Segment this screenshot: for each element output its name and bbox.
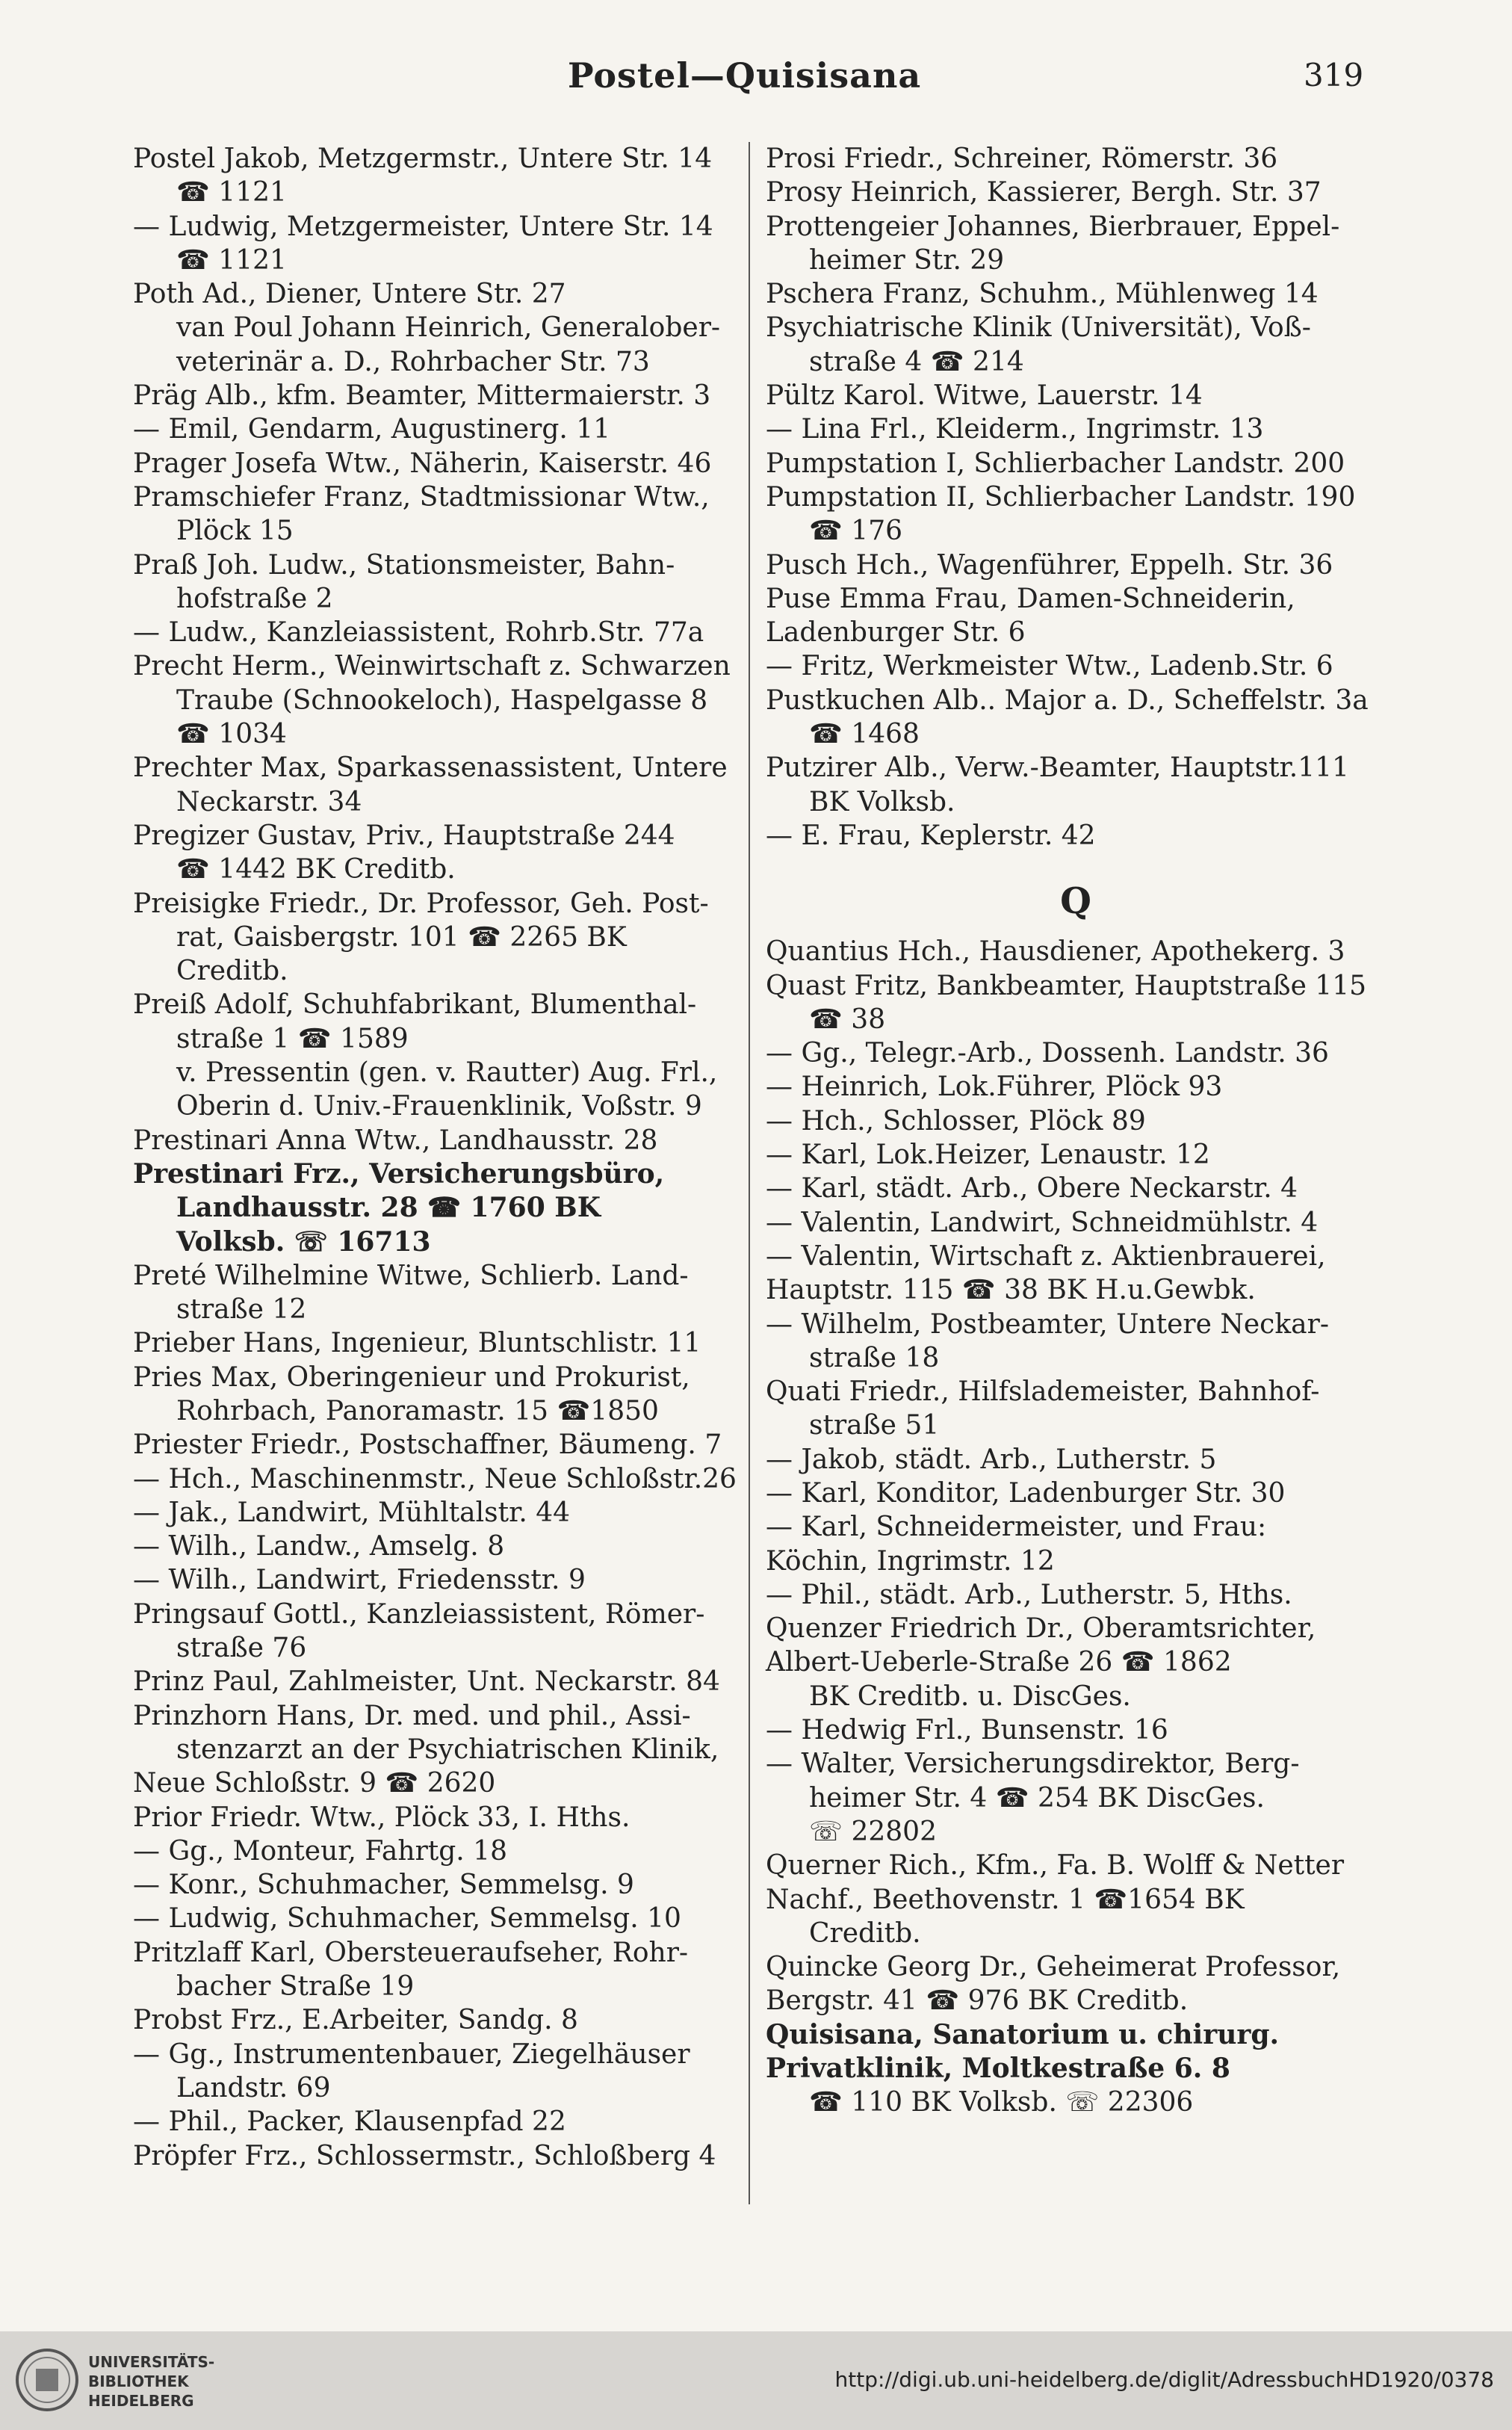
directory-entry-line: Probst Frz., E.Arbeiter, Sandg. 8 xyxy=(133,2005,578,2036)
directory-entry-line: v. Pressentin (gen. v. Rautter) Aug. Frl., xyxy=(176,1057,718,1089)
directory-entry-line: Creditb. xyxy=(809,1917,921,1949)
directory-entry-line: — Valentin, Landwirt, Schneidmühlstr. 4 xyxy=(766,1207,1319,1238)
directory-entry-line: straße 4 ☎ 214 xyxy=(809,346,1024,377)
directory-entry-line: Prinzhorn Hans, Dr. med. und phil., Assi- xyxy=(133,1700,691,1731)
directory-entry-line: Priester Friedr., Postschaffner, Bäumeng. 7 xyxy=(133,1429,722,1461)
directory-entry-line: veterinär a. D., Rohrbacher Str. 73 xyxy=(176,346,650,377)
directory-entry-line: Pringsauf Gottl., Kanzleiassistent, Römer- xyxy=(133,1598,705,1630)
directory-entry-line: Pritzlaff Karl, Obersteueraufseher, Rohr- xyxy=(133,1937,689,1968)
directory-entry-line: heimer Str. 4 ☎ 254 BK DiscGes. xyxy=(809,1782,1265,1814)
directory-entry-line: — Wilh., Landw., Amselg. 8 xyxy=(133,1531,505,1562)
directory-entry-line: Pustkuchen Alb.. Major a. D., Scheffelstr. 3a xyxy=(766,684,1369,716)
page-header xyxy=(0,48,1512,108)
directory-entry-line: Preté Wilhelmine Witwe, Schlierb. Land- xyxy=(133,1260,689,1291)
directory-entry-line: Pumpstation I, Schlierbacher Landstr. 200 xyxy=(766,448,1345,479)
directory-entry-line: ☎ 38 xyxy=(809,1004,886,1035)
directory-entry-line: — Ludwig, Metzgermeister, Untere Str. 14 xyxy=(133,211,713,242)
directory-entry-line: — Ludw., Kanzleiassistent, Rohrb.Str. 77a xyxy=(133,617,704,649)
directory-entry-line: stenzarzt an der Psychiatrischen Klinik, xyxy=(176,1734,719,1765)
directory-entry-line: ☎ 1468 xyxy=(809,719,920,750)
directory-entry-line: Bergstr. 41 ☎ 976 BK Creditb. xyxy=(766,1985,1189,2017)
directory-entry-line: Pschera Franz, Schuhm., Mühlenweg 14 xyxy=(766,279,1319,310)
directory-entry-line: ☎ 1442 BK Creditb. xyxy=(176,854,456,885)
directory-entry-line: — Walter, Versicherungsdirektor, Berg- xyxy=(766,1749,1300,1780)
directory-entry-line: — Hch., Maschinenmstr., Neue Schloßstr.26 xyxy=(133,1463,737,1494)
directory-entry-line: Plöck 15 xyxy=(176,516,294,547)
directory-entry-line: — Fritz, Werkmeister Wtw., Ladenb.Str. 6 xyxy=(766,651,1333,682)
directory-entry-line: BK Creditb. u. DiscGes. xyxy=(809,1681,1131,1712)
directory-entry-line: — Karl, Lok.Heizer, Lenaustr. 12 xyxy=(766,1140,1210,1171)
directory-entry-line: Pröpfer Frz., Schlossermstr., Schloßberg 4 xyxy=(133,2140,716,2171)
directory-entry-line: — Jak., Landwirt, Mühltalstr. 44 xyxy=(133,1497,571,1528)
directory-entry-line: Pregizer Gustav, Priv., Hauptstraße 244 xyxy=(133,820,675,851)
directory-entry-line: Praß Joh. Ludw., Stationsmeister, Bahn- xyxy=(133,549,675,581)
directory-entry-line: Postel Jakob, Metzgermstr., Untere Str. 14 xyxy=(133,143,713,174)
library-name-line: BIBLIOTHEK xyxy=(88,2372,189,2390)
directory-entry-line: Preiß Adolf, Schuhfabrikant, Blumenthal- xyxy=(133,989,697,1021)
directory-entry-line: Creditb. xyxy=(176,956,288,987)
directory-entry-line: bacher Straße 19 xyxy=(176,1971,415,2003)
directory-entry-line: — Karl, städt. Arb., Obere Neckarstr. 4 xyxy=(766,1173,1298,1205)
footer-bar xyxy=(0,2331,1512,2430)
directory-entry-line: — Karl, Schneidermeister, und Frau: xyxy=(766,1512,1267,1543)
directory-entry-line: Prosy Heinrich, Kassierer, Bergh. Str. 37 xyxy=(766,177,1322,208)
directory-entry-line: Privatklinik, Moltkestraße 6. 8 xyxy=(766,2053,1230,2085)
directory-entry-line: — Ludwig, Schuhmacher, Semmelsg. 10 xyxy=(133,1903,681,1935)
directory-entry-line: Oberin d. Univ.-Frauenklinik, Voßstr. 9 xyxy=(176,1091,702,1122)
directory-entry-line: Prior Friedr. Wtw., Plöck 33, I. Hths. xyxy=(133,1802,630,1833)
left-column xyxy=(133,142,746,2173)
column-divider xyxy=(749,142,750,2204)
directory-entry-line: Prieber Hans, Ingenieur, Bluntschlistr. 11 xyxy=(133,1328,701,1359)
page-number: 319 xyxy=(1304,57,1364,93)
directory-entry-line: — Wilhelm, Postbeamter, Untere Neckar- xyxy=(766,1308,1329,1340)
directory-entry-line: straße 76 xyxy=(176,1633,307,1664)
directory-entry-line: Neckarstr. 34 xyxy=(176,786,362,817)
directory-entry-line: Quantius Hch., Hausdiener, Apothekerg. 3 xyxy=(766,936,1345,968)
directory-entry-line: — Gg., Instrumentenbauer, Ziegelhäuser xyxy=(133,2038,690,2070)
library-name xyxy=(88,2352,214,2411)
directory-entry-line: — Wilh., Landwirt, Friedensstr. 9 xyxy=(133,1565,586,1596)
directory-entry-line: hofstraße 2 xyxy=(176,583,333,614)
directory-entry-line: Prosi Friedr., Schreiner, Römerstr. 36 xyxy=(766,143,1278,174)
directory-entry-line: Pries Max, Oberingenieur und Prokurist, xyxy=(133,1361,690,1393)
directory-entry-line: Albert-Ueberle-Straße 26 ☎ 1862 xyxy=(766,1647,1232,1678)
directory-entry-line: — Hedwig Frl., Bunsenstr. 16 xyxy=(766,1715,1168,1746)
directory-entry-line: ☎ 1034 xyxy=(176,719,287,750)
running-title: Postel—Quisisana xyxy=(568,55,922,96)
directory-entry-line: Pusch Hch., Wagenführer, Eppelh. Str. 36 xyxy=(766,549,1333,581)
directory-entry-line: ☏ 22802 xyxy=(809,1816,937,1847)
directory-entry-line: Traube (Schnookeloch), Haspelgasse 8 xyxy=(176,684,708,716)
directory-entry-line: Preisigke Friedr., Dr. Professor, Geh. Post- xyxy=(133,888,709,919)
directory-entry-line: — Jakob, städt. Arb., Lutherstr. 5 xyxy=(766,1444,1217,1475)
directory-entry-line: — Karl, Konditor, Ladenburger Str. 30 xyxy=(766,1477,1286,1509)
letter-heading: Q xyxy=(1060,880,1091,923)
directory-entry-line: straße 51 xyxy=(809,1410,940,1441)
directory-entry-line: Puse Emma Frau, Damen-Schneiderin, xyxy=(766,583,1295,614)
directory-entry-line: rat, Gaisbergstr. 101 ☎ 2265 BK xyxy=(176,921,627,953)
directory-entry-line: Quincke Georg Dr., Geheimerat Professor, xyxy=(766,1952,1341,1983)
directory-entry-line: BK Volksb. xyxy=(809,786,955,817)
directory-entry-line: heimer Str. 29 xyxy=(809,244,1005,276)
directory-entry-line: Precht Herm., Weinwirtschaft z. Schwarzen xyxy=(133,651,731,682)
directory-entry-line: Köchin, Ingrimstr. 12 xyxy=(766,1545,1055,1577)
directory-entry-line: Quisisana, Sanatorium u. chirurg. xyxy=(766,2018,1280,2050)
directory-entry-line: Ladenburger Str. 6 xyxy=(766,617,1026,649)
source-url-link[interactable]: http://digi.ub.uni-heidelberg.de/diglit/AdressbuchHD1920/0378 xyxy=(834,2367,1494,2392)
directory-entry-line: straße 1 ☎ 1589 xyxy=(176,1023,409,1054)
directory-entry-line: — Emil, Gendarm, Augustinerg. 11 xyxy=(133,414,611,445)
directory-entry-line: Poth Ad., Diener, Untere Str. 27 xyxy=(133,279,566,310)
directory-entry-line: Pramschiefer Franz, Stadtmissionar Wtw., xyxy=(133,481,710,513)
directory-entry-line: Quenzer Friedrich Dr., Oberamtsrichter, xyxy=(766,1613,1316,1645)
directory-entry-line: Prinz Paul, Zahlmeister, Unt. Neckarstr. 84 xyxy=(133,1666,720,1698)
directory-entry-line: straße 12 xyxy=(176,1294,307,1326)
directory-entry-line: Putzirer Alb., Verw.-Beamter, Hauptstr.111 xyxy=(766,752,1349,784)
directory-entry-line: Prottengeier Johannes, Bierbrauer, Eppel- xyxy=(766,211,1340,242)
directory-entry-line: Neue Schloßstr. 9 ☎ 2620 xyxy=(133,1768,496,1799)
right-column xyxy=(766,142,1386,2120)
directory-entry-line: Rohrbach, Panoramastr. 15 ☎1850 xyxy=(176,1395,659,1426)
directory-entry-line: Nachf., Beethovenstr. 1 ☎1654 BK xyxy=(766,1884,1245,1915)
directory-entry-line: Landstr. 69 xyxy=(176,2072,331,2103)
directory-entry-line: Volksb. ☏ 16713 xyxy=(176,1225,431,1258)
directory-entry-line: — Hch., Schlosser, Plöck 89 xyxy=(766,1105,1146,1137)
directory-entry-line: Prechter Max, Sparkassenassistent, Untere xyxy=(133,752,728,784)
directory-entry-line: Psychiatrische Klinik (Universität), Voß- xyxy=(766,312,1311,344)
university-seal-icon xyxy=(13,2346,81,2414)
directory-entry-line: — E. Frau, Keplerstr. 42 xyxy=(766,820,1096,851)
directory-entry-line: Pumpstation II, Schlierbacher Landstr. 190 xyxy=(766,481,1356,513)
directory-entry-line: — Phil., Packer, Klausenpfad 22 xyxy=(133,2106,566,2138)
library-name-line: UNIVERSITÄTS- xyxy=(88,2353,215,2371)
directory-entry-line: van Poul Johann Heinrich, Generalober- xyxy=(176,312,721,344)
directory-entry-line: straße 18 xyxy=(809,1342,940,1373)
directory-entry-line: ☎ 110 BK Volksb. ☏ 22306 xyxy=(809,2087,1194,2118)
directory-entry-line: — Gg., Telegr.-Arb., Dossenh. Landstr. 36 xyxy=(766,1038,1329,1069)
directory-entry-line: Hauptstr. 115 ☎ 38 BK H.u.Gewbk. xyxy=(766,1275,1256,1306)
directory-entry-line: Prager Josefa Wtw., Näherin, Kaiserstr. 46 xyxy=(133,448,712,479)
directory-entry-line: Quast Fritz, Bankbeamter, Hauptstraße 115 xyxy=(766,970,1367,1001)
directory-entry-line: Landhausstr. 28 ☎ 1760 BK xyxy=(176,1192,601,1224)
directory-entry-line: ☎ 1121 xyxy=(176,244,287,276)
directory-entry-line: ☎ 176 xyxy=(809,516,902,547)
directory-entry-line: — Phil., städt. Arb., Lutherstr. 5, Hths. xyxy=(766,1579,1292,1610)
directory-entry-line: Pültz Karol. Witwe, Lauerstr. 14 xyxy=(766,380,1203,412)
directory-entry-line: — Lina Frl., Kleiderm., Ingrimstr. 13 xyxy=(766,414,1264,445)
directory-entry-line: — Gg., Monteur, Fahrtg. 18 xyxy=(133,1835,507,1867)
directory-entry-line: ☎ 1121 xyxy=(176,177,287,208)
directory-entry-line: Prestinari Frz., Versicherungsbüro, xyxy=(133,1157,665,1190)
library-name-line: HEIDELBERG xyxy=(88,2392,194,2410)
directory-entry-line: — Heinrich, Lok.Führer, Plöck 93 xyxy=(766,1072,1223,1103)
directory-entry-line: Prestinari Anna Wtw., Landhausstr. 28 xyxy=(133,1125,658,1156)
directory-entry-line: Quati Friedr., Hilfslademeister, Bahnhof- xyxy=(766,1376,1320,1408)
directory-entry-line: — Konr., Schuhmacher, Semmelsg. 9 xyxy=(133,1870,634,1901)
directory-entry-line: Präg Alb., kfm. Beamter, Mittermaierstr. 3 xyxy=(133,380,711,412)
directory-entry-line: Querner Rich., Kfm., Fa. B. Wolff & Netter xyxy=(766,1850,1345,1882)
directory-entry-line: — Valentin, Wirtschaft z. Aktienbrauerei, xyxy=(766,1240,1326,1272)
